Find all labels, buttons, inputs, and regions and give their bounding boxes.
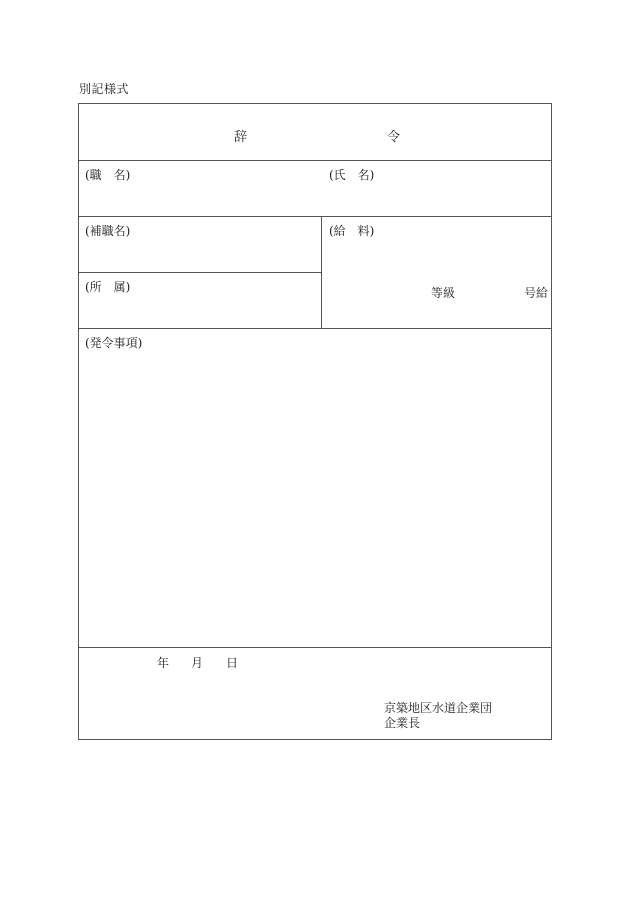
position-label: (職 名) — [85, 168, 131, 182]
salary-column-divider — [321, 216, 322, 328]
step-label: 号給 — [524, 286, 549, 300]
issuer-title: 企業長 — [384, 716, 421, 730]
title-char-left: 辞 — [234, 130, 248, 145]
appointment-matters-label: (発令事項) — [85, 336, 143, 350]
name-label: (氏 名) — [329, 168, 375, 182]
grade-label: 等級 — [431, 286, 456, 300]
date-month-label: 月 — [191, 656, 204, 670]
divider-after-affiliation — [79, 328, 551, 329]
issuer-organization: 京築地区水道企業団 — [384, 701, 493, 715]
divider-after-title — [79, 160, 551, 161]
date-year-label: 年 — [157, 656, 170, 670]
salary-label: (給 料) — [329, 224, 375, 238]
divider-after-name-row — [79, 216, 551, 217]
sub-position-label: (補職名) — [85, 224, 131, 238]
affiliation-label: (所 属) — [85, 280, 131, 294]
divider-after-sub-position — [79, 272, 321, 273]
form-style-label: 別記様式 — [79, 82, 130, 96]
date-day-label: 日 — [226, 656, 239, 670]
title-char-right: 令 — [387, 130, 401, 145]
appointment-notice-form — [78, 103, 552, 740]
divider-after-matters — [79, 647, 551, 648]
